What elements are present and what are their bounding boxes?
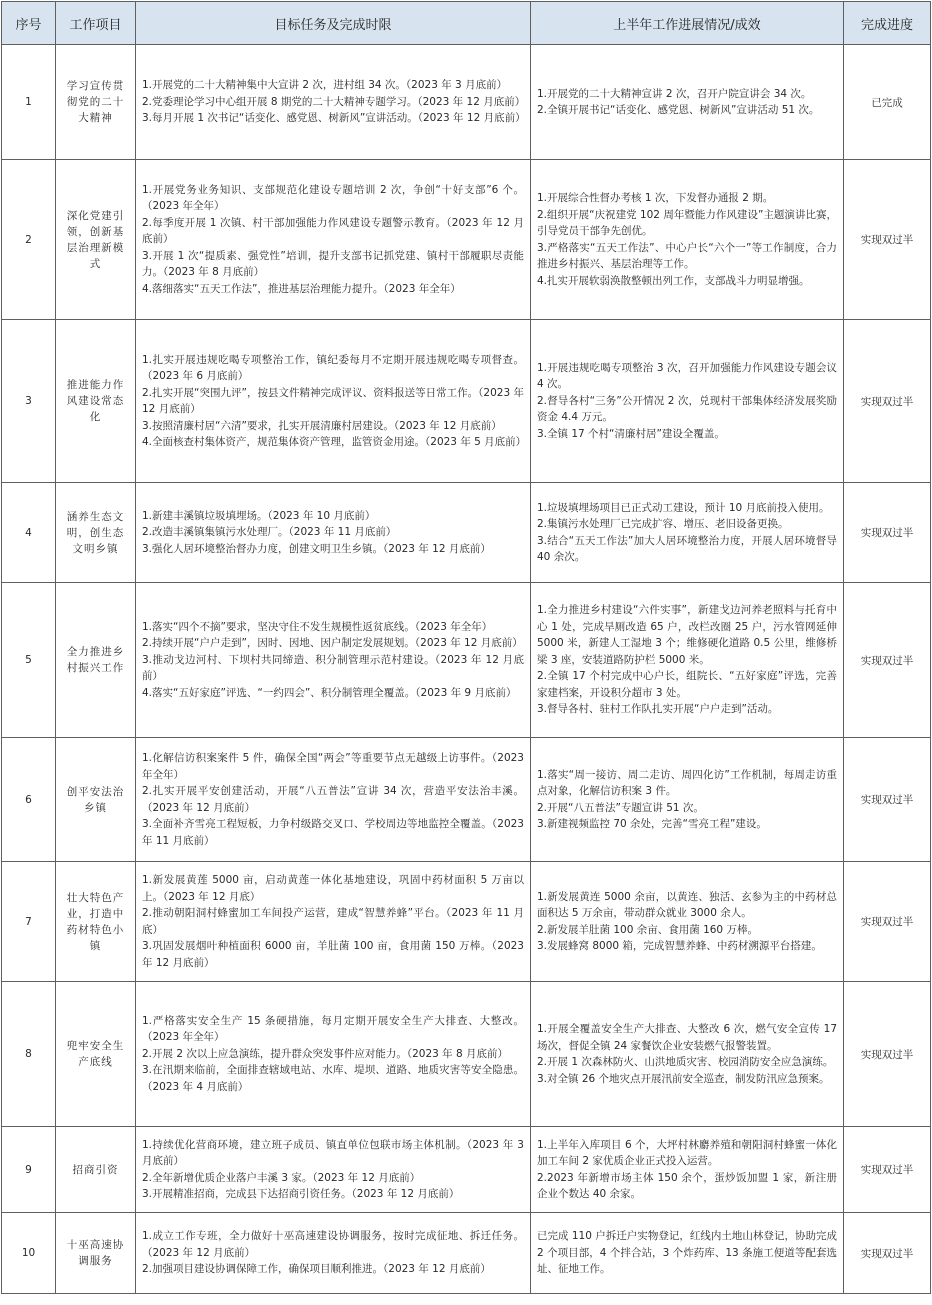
table-row <box>2 320 931 483</box>
task-line: 2.每季度开展 1 次镇、村干部加强能力作风建设专题警示教育。（2023 年 12 月底前） <box>142 216 524 246</box>
target-tasks-cell <box>136 738 531 862</box>
task-line: 2.扎实开展“突围九评”，按县文件精神完成评议、资料报送等日常工作。（2023 年 12 月底前） <box>142 386 524 415</box>
completion-status: 实现双过半 <box>844 483 931 583</box>
task-line: 2.改造丰溪镇集镇污水处理厂。（2023 年 11 月底前） <box>142 526 397 539</box>
progress-cell <box>531 862 844 982</box>
completion-status: 实现双过半 <box>844 1213 931 1294</box>
task-line: 1.化解信访积案案件 5 件，确保全国“两会”等重要节点无越级上访事件。（2023 年全年） <box>142 752 524 781</box>
task-line: 2.加强项目建设协调保障工作，确保项目顺利推进。（2023 年 12 月底前） <box>142 1263 491 1276</box>
task-line: 2.全年新增优质企业落户丰溪 3 家。（2023 年 12 月底前） <box>142 1171 421 1184</box>
completion-status: 实现双过半 <box>844 583 931 738</box>
task-line: 4.全面核查村集体资产，规范集体资产管理，监管资金用途。（2023 年 5 月底前） <box>142 436 527 448</box>
progress-line: 2.新发展羊肚菌 100 余亩、食用菌 160 万棒。 <box>537 923 758 936</box>
row-number: 4 <box>2 483 56 583</box>
progress-cell <box>531 738 844 862</box>
row-number: 10 <box>2 1213 56 1294</box>
progress-line: 2.组织开展“庆祝建党 102 周年暨能力作风建设”主题演讲比赛，引导党员干部争先创优。 <box>537 208 837 237</box>
header-no: 序号 <box>2 2 56 45</box>
progress-cell <box>531 583 844 738</box>
target-tasks-cell <box>136 982 531 1127</box>
progress-line: 1.落实“周一接访、周二走访、周四化访”工作机制，每周走访重点对象，化解信访积案 3 件。 <box>537 768 837 797</box>
table-row <box>2 160 931 320</box>
completion-status: 实现双过半 <box>844 160 931 320</box>
task-line: 2.开展 2 次以上应急演练，提升群众突发事件应对能力。（2023 年 8 月底前） <box>142 1047 509 1060</box>
completion-status: 实现双过半 <box>844 862 931 982</box>
table-row <box>2 738 931 862</box>
table-row <box>2 583 931 738</box>
completion-status: 实现双过半 <box>844 320 931 483</box>
task-line: 3.推动戈边河村、下坝村共同缔造、积分制管理示范村建设。（2023 年 12 月底前） <box>142 653 524 683</box>
task-line: 1.成立工作专班，全力做好十巫高速建设协调服务，按时完成征地、拆迁任务。（2023 年 12 月底前） <box>142 1230 524 1259</box>
work-item: 壮大特色产业，打造中药材特色小镇 <box>56 862 136 982</box>
task-line: 2.推动朝阳洞村蜂蜜加工车间投产运营，建成“智慧养蜂”平台。（2023 年 11 月底） <box>142 907 524 936</box>
progress-line: 1.开展违规吃喝专项整治 3 次，召开加强能力作风建设专题会议 4 次。 <box>537 361 837 391</box>
completion-status: 实现双过半 <box>844 738 931 862</box>
table-row <box>2 1213 931 1294</box>
progress-line: 1.上半年入库项目 6 个，大坪村林麝养殖和朝阳洞村蜂蜜一体化加工车间 2 家优质企业正式投入运营。 <box>537 1138 837 1167</box>
progress-cell <box>531 483 844 583</box>
work-item: 全力推进乡村振兴工作 <box>56 583 136 738</box>
row-number: 8 <box>2 982 56 1127</box>
completion-status: 已完成 <box>844 45 931 160</box>
completion-status: 实现双过半 <box>844 982 931 1127</box>
progress-line: 2.集镇污水处理厂已完成扩容、增压、老旧设备更换。 <box>537 518 789 530</box>
table-row <box>2 45 931 160</box>
task-line: 1.扎实开展违规吃喝专项整治工作，镇纪委每月不定期开展违规吃喝专项督查。（2023 年 6 月底前） <box>142 353 524 382</box>
task-line: 1.新发展黄莲 5000 亩，启动黄莲一体化基地建设，巩固中药材面积 5 万亩以上。（2023 年 12 月底） <box>142 874 524 903</box>
target-tasks-cell <box>136 1127 531 1213</box>
progress-line: 1.垃圾填埋场项目已正式动工建设，预计 10 月底前投入使用。 <box>537 501 830 514</box>
work-item: 推进能力作风建设常态化 <box>56 320 136 483</box>
progress-line: 3.新建视频监控 70 余处，完善“雪亮工程”建设。 <box>537 818 767 830</box>
task-line: 1.新建丰溪镇垃圾填埋场。（2023 年 10 月底前） <box>142 509 376 522</box>
row-number: 6 <box>2 738 56 862</box>
progress-line: 1.开展全覆盖安全生产大排查、大整改 6 次，燃气安全宣传 17 场次，督促全镇 24 家餐饮企业安装燃气报警装置。 <box>537 1023 837 1052</box>
header-status: 完成进度 <box>844 2 931 45</box>
target-tasks-cell <box>136 483 531 583</box>
progress-cell <box>531 45 844 160</box>
target-tasks-cell <box>136 320 531 483</box>
target-tasks-cell <box>136 1213 531 1294</box>
work-item: 深化党建引领，创新基层治理新模式 <box>56 160 136 320</box>
row-number: 9 <box>2 1127 56 1213</box>
task-line: 3.每月开展 1 次书记“话变化、感党恩、树新风”宣讲活动。（2023 年 12 月底前） <box>142 112 526 125</box>
target-tasks-cell <box>136 583 531 738</box>
task-line: 3.强化人居环境整治督办力度，创建文明卫生乡镇。（2023 年 12 月底前） <box>142 542 491 555</box>
table-row <box>2 862 931 982</box>
task-line: 1.开展党的二十大精神集中大宣讲 2 次，进村组 34 次。（2023 年 3 月底前） <box>142 79 508 92</box>
progress-line: 1.新发展黄连 5000 余亩，以黄连、独活、玄参为主的中药材总面积达 5 万余亩，带动群众就业 3000 余人。 <box>537 890 837 919</box>
task-line: 3.全面补齐雪亮工程短板，力争村级路交叉口、学校周边等地监控全覆盖。（2023 年 11 月底前） <box>142 818 524 847</box>
work-item: 十巫高速协调服务 <box>56 1213 136 1294</box>
progress-line: 2.督导各村“三务”公开情况 2 次，兑现村干部集体经济发展奖励资金 4.4 万元。 <box>537 394 837 424</box>
progress-line: 2.开展“八五普法”专题宣讲 51 次。 <box>537 801 704 814</box>
progress-line: 1.开展综合性督办考核 1 次，下发督办通报 2 期。 <box>537 192 774 204</box>
progress-line: 2.2023 年新增市场主体 150 余个，蛋炒饭加盟 1 家，新注册企业个数达 40 余家。 <box>537 1171 837 1200</box>
header-item: 工作项目 <box>56 2 136 45</box>
work-progress-table <box>1 1 931 1294</box>
progress-line: 2.全镇开展书记“话变化、感党恩、树新风”宣讲活动 51 次。 <box>537 104 820 116</box>
row-number: 2 <box>2 160 56 320</box>
progress-line: 3.督导各村、驻村工作队扎实开展“户户走到”活动。 <box>537 703 779 716</box>
progress-line: 3.发展蜂窝 8000 箱，完成智慧养蜂、中药材溯源平台搭建。 <box>537 940 822 952</box>
target-tasks-cell <box>136 862 531 982</box>
task-line: 3.按照清廉村居“六清”要求，扎实开展清廉村居建设。（2023 年 12 月底前） <box>142 419 502 432</box>
task-line: 3.开展 1 次“提质素、强党性”培训，提升支部书记抓党建、镇村干部履职尽责能力。（2023 年 8 月底前） <box>142 249 524 279</box>
progress-cell <box>531 1213 844 1294</box>
table-row <box>2 483 931 583</box>
work-item: 涵养生态文明，创生态文明乡镇 <box>56 483 136 583</box>
progress-cell <box>531 160 844 320</box>
work-item: 创平安法治乡镇 <box>56 738 136 862</box>
table-row <box>2 982 931 1127</box>
task-line: 2.持续开展“户户走到”，因时、因地、因户制定发展规划。（2023 年 12 月底前） <box>142 637 523 650</box>
target-tasks-cell <box>136 160 531 320</box>
progress-line: 1.开展党的二十大精神宣讲 2 次，召开户院宣讲会 34 次。 <box>537 87 812 100</box>
task-line: 1.落实“四个不摘”要求，坚决守住不发生规模性返贫底线。（2023 年全年） <box>142 620 493 633</box>
progress-line: 3.严格落实“五天工作法”、中心户长“六个一”等工作制度，合力推进乡村振兴、基层治理等工作。 <box>537 241 837 270</box>
progress-line: 3.全镇 17 个村“清廉村居”建设全覆盖。 <box>537 427 725 440</box>
task-line: 3.巩固发展烟叶种植面积 6000 亩，羊肚菌 100 亩，食用菌 150 万棒。（2023 年 12 月底前） <box>142 940 524 969</box>
progress-line: 3.结合“五天工作法”加大人居环境整治力度，开展人居环境督导 40 余次。 <box>537 534 837 563</box>
progress-cell <box>531 320 844 483</box>
completion-status: 实现双过半 <box>844 1127 931 1213</box>
progress-cell <box>531 1127 844 1213</box>
task-line: 4.落实“五好家庭”评选、“一约四会”、积分制管理全覆盖。（2023 年 9 月底前） <box>142 686 517 699</box>
header-tasks: 目标任务及完成时限 <box>136 2 531 45</box>
work-item: 学习宣传贯彻党的二十大精神 <box>56 45 136 160</box>
task-line: 4.落细落实“五天工作法”，推进基层治理能力提升。（2023 年全年） <box>142 282 461 295</box>
row-number: 7 <box>2 862 56 982</box>
progress-line: 3.对全镇 26 个地灾点开展汛前安全巡查，制发防汛应急预案。 <box>537 1072 830 1085</box>
row-number: 3 <box>2 320 56 483</box>
table-row <box>2 1127 931 1213</box>
work-item: 兜牢安全生产底线 <box>56 982 136 1127</box>
progress-line: 2.全镇 17 个村完成中心户长，组院长、“五好家庭”评选，完善家建档案，开设积分超市 3 处。 <box>537 670 837 699</box>
row-number: 1 <box>2 45 56 160</box>
task-line: 2.扎实开展平安创建活动，开展“八五普法”宣讲 34 次，营造平安法治丰溪。（2023 年 12 月底前） <box>142 785 524 814</box>
progress-line: 已完成 110 户拆迁户实物登记，红线内土地山林登记，协助完成 2 个项目部，4 个拌合站，3 个炸药库、13 条施工便道等配套选址、征地工作。 <box>537 1230 837 1276</box>
progress-cell <box>531 982 844 1127</box>
header-progress: 上半年工作进展情况/成效 <box>531 2 844 45</box>
task-line: 3.在汛期来临前，全面排查辖域电站、水库、堤坝、道路、地质灾害等安全隐患。（2023 年 4 月底前） <box>142 1064 524 1093</box>
task-line: 1.持续优化营商环境，建立班子成员、镇直单位包联市场主体机制。（2023 年 3 月底前） <box>142 1138 524 1167</box>
row-number: 5 <box>2 583 56 738</box>
work-item: 招商引资 <box>56 1127 136 1213</box>
target-tasks-cell <box>136 45 531 160</box>
task-line: 2.党委理论学习中心组开展 8 期党的二十大精神专题学习。（2023 年 12 月底前） <box>142 95 526 108</box>
table-body <box>2 45 931 1294</box>
progress-line: 1.全力推进乡村建设“六件实事”，新建戈边河养老照料与托育中心 1 处，完成旱厕改造 65 户，改栏改圈 25 户，污水管网延伸 5000 米，新建人工湿地 3 个；维修硬化道路 0.5 公里，维修桥梁 3 座，安装道路防护栏 5000 米。 <box>537 604 837 666</box>
table-header-row <box>2 2 931 45</box>
progress-line: 4.扎实开展软弱涣散整顿出列工作，支部战斗力明显增强。 <box>537 274 810 287</box>
task-line: 3.开展精准招商，完成县下达招商引资任务。（2023 年 12 月底前） <box>142 1188 460 1200</box>
task-line: 1.开展党务业务知识、支部规范化建设专题培训 2 次，争创“十好支部”6 个。（2023 年全年） <box>142 183 524 213</box>
task-line: 1.严格落实安全生产 15 条硬措施，每月定期开展安全生产大排查、大整改。（2023 年全年） <box>142 1014 524 1044</box>
progress-line: 2.开展 1 次森林防火、山洪地质灾害、校园消防安全应急演练。 <box>537 1056 834 1068</box>
